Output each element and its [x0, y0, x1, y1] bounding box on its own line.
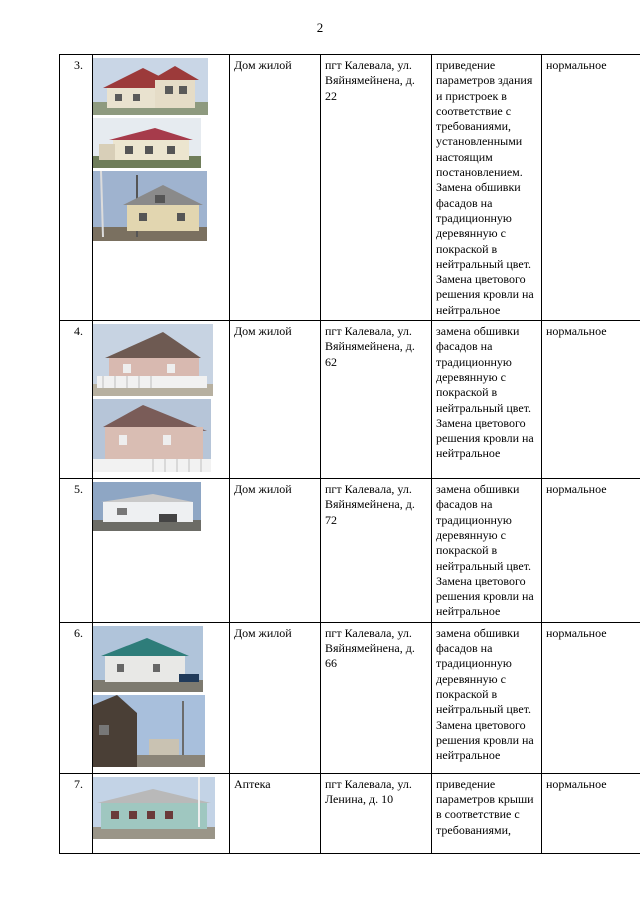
table-row — [60, 622, 640, 773]
row-number-cell: 4. — [60, 321, 93, 479]
address-cell: пгт Калевала, ул. Вяйнямейнена, д. 66 — [321, 622, 432, 773]
requirement-cell: замена обшивки фасадов на традиционную деревянную с покраской в нейтральный цвет. Замена цветового решения кровли на нейтральное — [432, 479, 542, 623]
row-number-cell: 3. — [60, 55, 93, 321]
object-type-cell: Дом жилой — [230, 622, 321, 773]
row-number-cell: 7. — [60, 773, 93, 853]
address-cell: пгт Калевала, ул. Вяйнямейнена, д. 72 — [321, 479, 432, 623]
table-row — [60, 55, 640, 321]
condition-cell: нормальное — [542, 773, 640, 853]
table-row — [60, 321, 640, 479]
house-photo — [93, 695, 229, 767]
house-photo — [93, 171, 229, 241]
address-cell: пгт Калевала, ул. Вяйнямейнена, д. 62 — [321, 321, 432, 479]
table-row — [60, 773, 640, 853]
object-type-cell: Дом жилой — [230, 55, 321, 321]
house-photo — [93, 324, 229, 396]
row-number-cell: 6. — [60, 622, 93, 773]
row-number-cell: 5. — [60, 479, 93, 623]
condition-cell: нормальное — [542, 622, 640, 773]
table-row — [60, 479, 640, 623]
photo-cell — [93, 321, 230, 479]
object-type-cell: Дом жилой — [230, 321, 321, 479]
house-photo — [93, 399, 229, 472]
photo-cell — [93, 55, 230, 321]
photo-cell — [93, 622, 230, 773]
requirement-cell: приведение параметров здания и пристроек в соответствие с требованиями, установленными настоящим постановлением. Замена обшивки фасадов на традиционную деревянную с покраской в нейтральный цвет. Замена цветового решения кровли на нейтральное — [432, 55, 542, 321]
object-type-cell: Аптека — [230, 773, 321, 853]
house-photo — [93, 777, 229, 839]
condition-cell: нормальное — [542, 55, 640, 321]
address-cell: пгт Калевала, ул. Вяйнямейнена, д. 22 — [321, 55, 432, 321]
objects-table — [59, 54, 640, 854]
house-photo — [93, 58, 229, 115]
condition-cell: нормальное — [542, 479, 640, 623]
page-number: 2 — [316, 20, 324, 35]
condition-cell: нормальное — [542, 321, 640, 479]
requirement-cell: приведение параметров крыши в соответствие с требованиями, — [432, 773, 542, 853]
address-cell: пгт Калевала, ул. Ленина, д. 10 — [321, 773, 432, 853]
photo-cell — [93, 773, 230, 853]
house-photo — [93, 118, 229, 168]
requirement-cell: замена обшивки фасадов на традиционную деревянную с покраской в нейтральный цвет. Замена цветового решения кровли на нейтральное — [432, 622, 542, 773]
requirement-cell: замена обшивки фасадов на традиционную деревянную с покраской в нейтральный цвет. Замена цветового решения кровли на нейтральное — [432, 321, 542, 479]
house-photo — [93, 482, 229, 531]
photo-cell — [93, 479, 230, 623]
house-photo — [93, 626, 229, 692]
object-type-cell: Дом жилой — [230, 479, 321, 623]
